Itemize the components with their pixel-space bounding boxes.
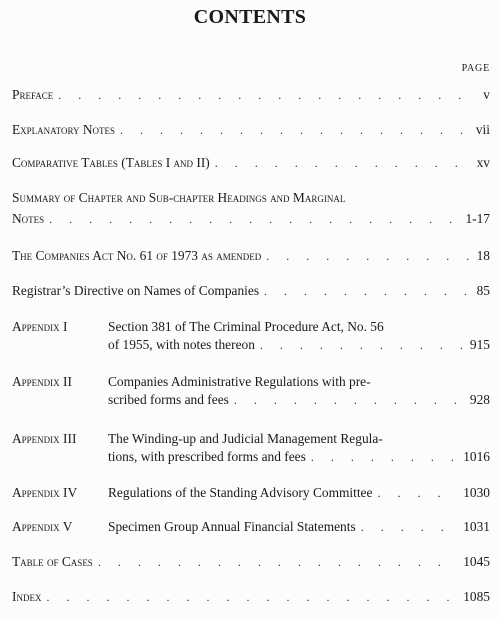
appendix-title-line2: tions, with prescribed forms and fees	[108, 449, 306, 464]
entry-page: 1-17	[465, 211, 490, 226]
toc-entry-comparative-tables	[12, 154, 490, 172]
entry-title: Table of Cases	[12, 554, 93, 569]
entry-title: Index	[12, 589, 42, 604]
dot-leader	[120, 121, 471, 139]
toc-entry-preface	[12, 86, 490, 104]
entry-page: 1030	[463, 485, 490, 500]
entry-title: Comparative Tables (Tables I and II)	[12, 155, 210, 170]
appendix-title-line2: of 1955, with notes thereon	[108, 337, 255, 352]
appendix-title-line1: Regulations of the Standing Advisory Committee	[108, 485, 373, 500]
entry-page: xv	[476, 155, 490, 170]
appendix-title-line1: Section 381 of The Criminal Procedure Act, No. 56	[108, 319, 384, 334]
appendix-label: Appendix V	[12, 519, 73, 534]
dot-leader	[266, 247, 471, 265]
appendix-title-line1: Specimen Group Annual Financial Statements	[108, 519, 356, 534]
toc-entry-explanatory-notes	[12, 121, 490, 139]
entry-page: v	[483, 87, 490, 102]
entry-title: Preface	[12, 87, 54, 102]
appendix-label: Appendix II	[12, 374, 72, 389]
toc-entry-companies-act	[12, 247, 490, 265]
toc-entry-registrars-directive	[12, 282, 490, 300]
dot-leader	[46, 588, 458, 606]
dot-leader	[361, 518, 459, 536]
toc-entry-appendix-4	[12, 484, 490, 502]
dot-leader	[264, 282, 472, 300]
toc-entry-table-of-cases	[12, 553, 490, 571]
dot-leader	[234, 391, 465, 409]
entry-page: 85	[476, 283, 490, 298]
entry-page: 1016	[463, 449, 490, 464]
toc-entry-summary	[12, 189, 490, 228]
entry-page: 1031	[463, 519, 490, 534]
entry-title: Registrar’s Directive on Names of Companies	[12, 283, 260, 298]
entry-title: Explanatory Notes	[12, 122, 116, 137]
toc-entry-index	[12, 588, 490, 606]
dot-leader	[98, 553, 458, 571]
toc-entry-appendix-5	[12, 518, 490, 536]
entry-title: The Companies Act No. 61 of 1973 as amended	[12, 248, 262, 263]
dot-leader	[49, 210, 460, 228]
dot-leader	[311, 448, 458, 466]
entry-page: 1045	[463, 554, 490, 569]
page-column-header: PAGE	[461, 63, 490, 74]
appendix-title-line1: The Winding-up and Judicial Management Regula-	[108, 431, 383, 446]
appendix-label: Appendix III	[12, 431, 77, 446]
entry-title-line2: Notes	[12, 211, 45, 226]
dot-leader	[58, 86, 478, 104]
entry-page: 18	[476, 248, 490, 263]
entry-page: 1085	[463, 589, 490, 604]
entry-title-line1: Summary of Chapter and Sub-chapter Headings and Marginal	[12, 190, 346, 205]
toc-entry-appendix-2	[12, 373, 490, 409]
appendix-title-line2: scribed forms and fees	[108, 392, 229, 407]
appendix-label: Appendix IV	[12, 485, 78, 500]
entry-page: 915	[469, 337, 490, 352]
entry-page: 928	[469, 392, 490, 407]
appendix-title-line1: Companies Administrative Regulations with pre-	[108, 374, 371, 389]
dot-leader	[377, 484, 458, 502]
page-title: CONTENTS	[193, 6, 307, 28]
toc-entry-appendix-3	[12, 430, 490, 466]
entry-page: vii	[475, 122, 490, 137]
dot-leader	[260, 336, 465, 354]
toc-entry-appendix-1	[12, 318, 490, 354]
appendix-label: Appendix I	[12, 319, 68, 334]
dot-leader	[215, 154, 472, 172]
